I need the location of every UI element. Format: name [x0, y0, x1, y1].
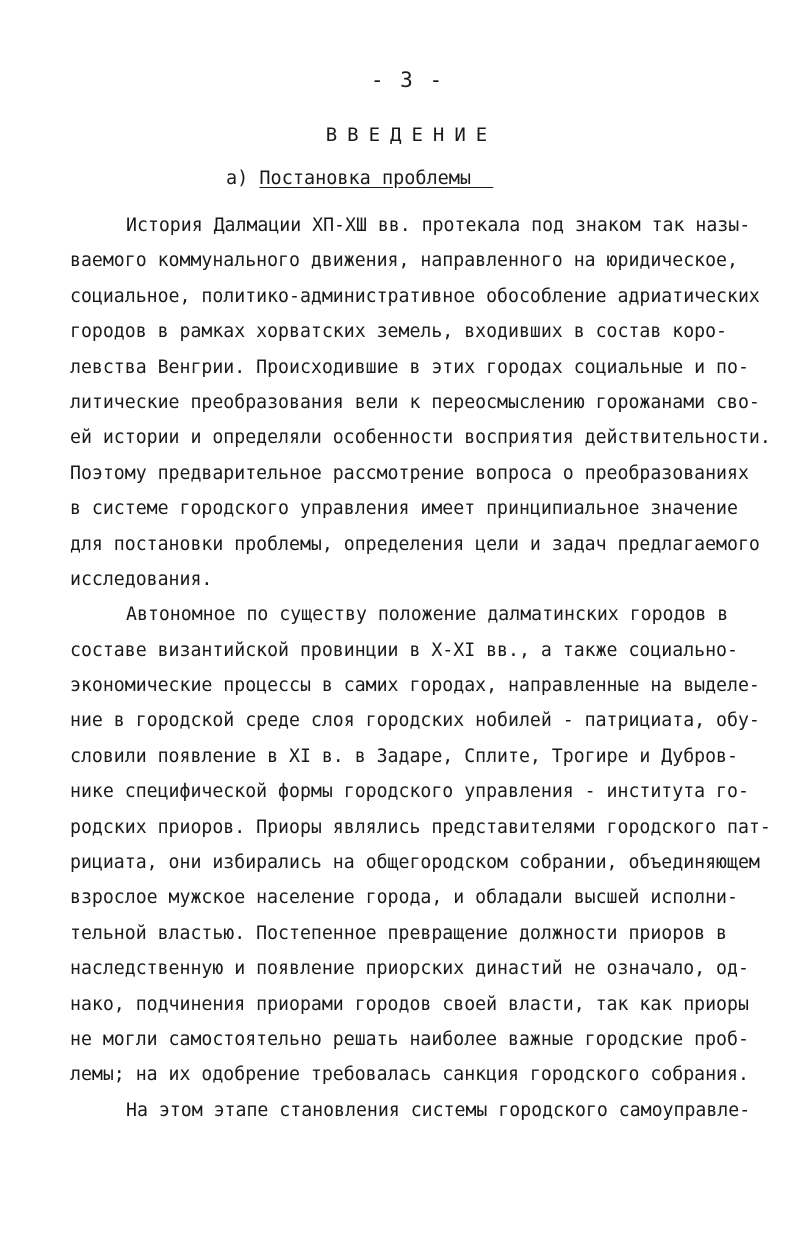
text-line: в системе городского управления имеет принципиальное значение — [70, 498, 738, 520]
text-line: городов в рамках хорватских земель, входивших в состав коро- — [70, 321, 727, 343]
text-line: ваемого коммунального движения, направленного на юридическое, — [70, 250, 738, 272]
text-line: История Далмации ХП-ХШ вв. протекала под знаком так назы- — [126, 215, 751, 236]
text-line: ние в городской среде слоя городских нобилей - патрициата, обу- — [70, 710, 760, 732]
body-text — [70, 208, 771, 1128]
text-line: На этом этапе становления системы городского самоуправле- — [126, 1099, 751, 1121]
text-line: лемы; на их одобрение требовалась санкция городского собрания. — [70, 1064, 749, 1086]
text-line: взрослое мужское население города, и обладали высшей исполни- — [70, 887, 738, 909]
text-line: родских приоров. Приоры являлись представителями городского пат- — [70, 816, 771, 838]
text-line: левства Венгрии. Происходившие в этих городах социальные и по- — [70, 356, 749, 378]
text-line: экономические процессы в самих городах, направленные на выделе- — [70, 675, 760, 697]
text-line: нике специфической формы городского управления - института го- — [70, 781, 749, 803]
text-line: для постановки проблемы, определения цели и задач предлагаемого — [70, 533, 760, 555]
text-line: не могли самостоятельно решать наиболее важные городские проб- — [70, 1028, 749, 1050]
text-line: социальное, политико-административное обособление адриатических — [70, 285, 760, 307]
text-line: словили появление в XI в. в Задаре, Сплите, Трогире и Дубров- — [70, 745, 738, 767]
text-line: литические преобразования вели к переосмыслению горожанами сво- — [70, 391, 760, 413]
paragraph-1 — [70, 208, 771, 597]
chapter-heading: ВВЕДЕНИЕ — [325, 124, 498, 146]
paragraph-3 — [70, 1093, 760, 1128]
text-line: Автономное по существу положение далматинских городов в — [126, 604, 729, 626]
text-line: нако, подчинения приорами городов своей власти, так как приоры — [70, 993, 749, 1015]
subheading-prefix: а) — [226, 168, 249, 189]
text-line: ей истории и определяли особенности восприятия действительности. — [70, 427, 771, 449]
text-line: исследования. — [70, 568, 213, 590]
text-line: рициата, они избирались на общегородском собрании, объединяющем — [70, 852, 760, 874]
text-line: наследственную и появление приорских династий не означало, од- — [70, 958, 749, 980]
subheading-title: Постановка проблемы — [259, 168, 472, 189]
page-number: - 3 - — [370, 68, 445, 92]
text-line: составе византийской провинции в X-XI вв., а также социально- — [70, 639, 738, 661]
paragraph-2 — [70, 597, 771, 1092]
section-subheading — [226, 168, 493, 189]
text-line: тельной властью. Постепенное превращение должности приоров в — [70, 922, 727, 944]
text-line: Поэтому предварительное рассмотрение вопроса о преобразованиях — [70, 462, 749, 484]
